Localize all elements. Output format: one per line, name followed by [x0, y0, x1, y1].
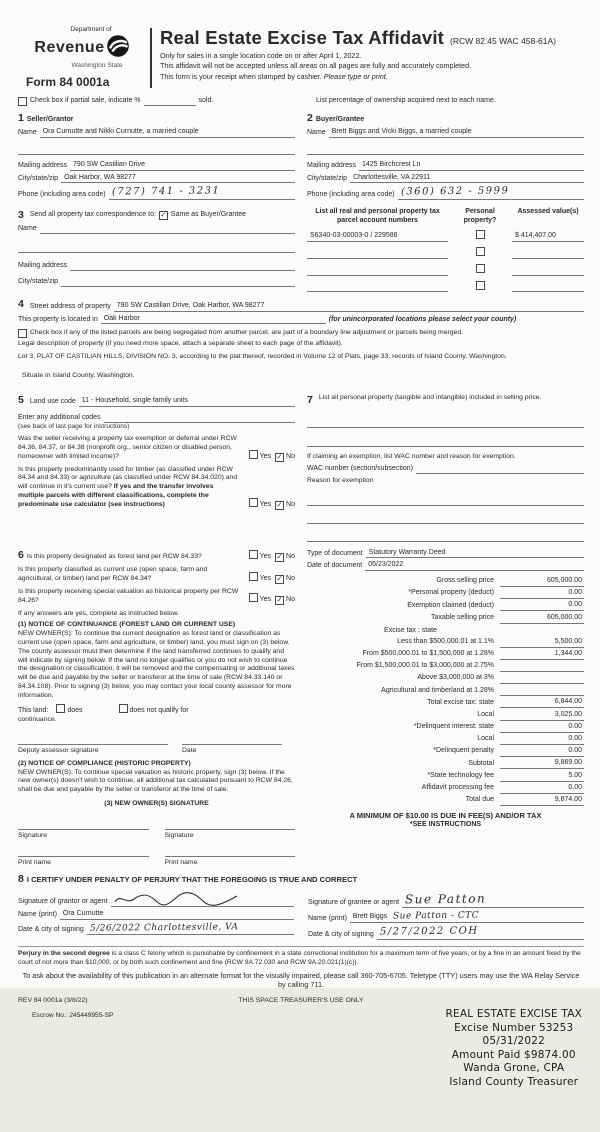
stamp-line: Wanda Grone, CPA	[463, 1062, 565, 1075]
rev-number: REV 84 0001a (3/8/22)	[18, 997, 88, 1005]
owner-signature2-field[interactable]	[165, 821, 296, 830]
tax-value-field[interactable]: 3,025.00	[500, 711, 584, 721]
additional-codes-field[interactable]	[104, 414, 296, 423]
grantor-datecity-field[interactable]: 5/26/2022 Charlottesville, VA	[87, 923, 294, 935]
perjury-paragraph: Perjury in the second degree is a class C felony which is punishable by confinement in a state correctional institution for a maximum term of five years, or by a fine in an amount fixed by the court of not more than $10,000, or by both such confinement and fine (RCW 9A.72.030 and RCW 9A.20.021(1)(c)).	[18, 946, 584, 967]
tax-value-field[interactable]: 9,874.00	[500, 796, 584, 806]
stamp-line: Island County Treasurer	[449, 1076, 579, 1089]
tax-row: *Personal property (deduct) 0.00	[307, 589, 584, 599]
buyer-phone-field[interactable]: (360) 632 - 5999	[398, 186, 584, 200]
seller-name2-field[interactable]	[18, 146, 295, 155]
treasurer-stamp	[446, 1008, 582, 1090]
parcel-row	[307, 264, 584, 276]
stamp-line: Excise Number 53253	[454, 1021, 574, 1034]
excise-tax-state-header: Excise tax : state	[384, 626, 437, 634]
dor-swirl-icon	[106, 34, 130, 62]
personal-property-intro: List all personal property (tangible and intangible) included in selling price.	[318, 393, 542, 401]
correspondence-label: Send all property tax correspondence to:	[29, 211, 156, 219]
timber-no-checkbox[interactable]: ✓	[276, 499, 283, 509]
parcel-header-numbers: List all real and personal property tax parcel account numbers	[315, 207, 440, 224]
current-use-yes-checkbox[interactable]	[249, 572, 258, 581]
exemption-question: Was the seller receiving a property tax exemption or deferral under RCW 84.36, 84.37, or 84.38 (nonprofit org., senior citizen or disabled person, homeowner with limited income)? Yes ✓ No	[18, 435, 295, 461]
forest-no-checkbox[interactable]: ✓	[276, 552, 283, 562]
tax-row: From $1,500,000.01 to $3,000,000 at 2.75%	[307, 662, 584, 672]
tax-row: Total excise tax: state 6,844.00	[307, 698, 584, 708]
notice-continuance-body: NEW OWNER(S): To continue the current designation as forest land or classification as current use (open space, farm and agriculture, or timber) land, you must sign on (3) below. The county assessor must then determine if the land transferred continues to qualify and will indicate by signing below. If the land no longer qualifies or you do not wish to continue the designation or classification, it will be removed and the compensating or additional taxes will be due and payable by the seller or transferor at the time of sale (RCW 84.33.140 or 84.34.108). Prior to signing (3) below, you may contact your local county assessor for more information.	[18, 630, 295, 699]
timber-question: Is this property predominantly used for timber (as classified under RCW 84.34 and 84.33) or agriculture (as classified under RCW 84.34.020) and will continue in it's current use? If yes and the transfer involves multiple parcels with different classifications, complete the predominate use calculator (see instructions) Yes ✓ No	[18, 465, 295, 509]
buyer-mailing-field[interactable]: 1425 Birchcrest Ln	[359, 161, 584, 171]
assessed-value-field[interactable]	[512, 249, 584, 259]
grantee-signature-block: Signature of grantee or agent Sue Patton Name (print) Brett Biggs Sue Patton - CTC Date & city of signing 5/27/2022 COH	[308, 889, 584, 940]
certification-section: 8 I CERTIFY UNDER PENALTY OF PERJURY THAT THE FOREGOING IS TRUE AND CORRECT Signature of grantor or agent Name (print) Ora Curnutte Date & city of signing 5/26/2022 Charlottesville, VA Signature of grantee or agent Sue Patton Name (print) Brett Biggs Sue Patton - CTC Date & city of signing 5/27/2022 COH	[18, 873, 584, 940]
dor-logo-block	[18, 26, 146, 90]
wac-number-label: WAC number (section/subsection)	[307, 464, 413, 472]
exemption-yes-checkbox[interactable]	[249, 450, 258, 459]
agency-name: Revenue	[34, 39, 105, 56]
tax-value-field[interactable]: 605,000.00	[500, 614, 584, 624]
owner-printname2-field[interactable]	[165, 848, 296, 857]
continuance-label: continuance.	[18, 715, 57, 723]
current-use-no-checkbox[interactable]: ✓	[276, 573, 283, 583]
does-not-qualify-checkbox[interactable]	[119, 704, 128, 713]
tax-row: Exemption claimed (deduct) 0.00	[307, 601, 584, 611]
notice-compliance-body: NEW OWNER(S): To continue special valuation as historic property, sign (3) below. If the new owner(s) doesn't wish to continue, all additional tax calculated pursuant to RCW 84.26, shall be due and payable by the seller or transferor at the time of sale.	[18, 768, 293, 794]
deputy-date-label: Date	[182, 747, 197, 755]
assessed-value-field[interactable]	[512, 283, 584, 293]
deputy-assessor-signature-field[interactable]	[18, 736, 168, 745]
form-header	[18, 26, 584, 90]
tax-row: Gross selling price 605,000.00	[307, 577, 584, 587]
seller-phone-field[interactable]: (727) 741 - 3231	[109, 186, 295, 200]
tax-value-field[interactable]: 5.00	[500, 772, 584, 782]
document-date-field[interactable]: 05/23/2022	[365, 561, 584, 571]
additional-codes-note: (see back of last page for instructions)	[18, 422, 130, 430]
notice-compliance-title: (2) NOTICE OF COMPLIANCE (HISTORIC PROPERTY)	[18, 759, 191, 767]
segregated-checkbox[interactable]	[18, 329, 27, 338]
seller-section-title: Seller/Grantor	[26, 116, 74, 123]
tax-correspondence-section: 3 Send all property tax correspondence to: ✓ Same as Buyer/Grantee Name Mailing address City/state/zip	[18, 206, 295, 293]
buyer-name-field[interactable]: Brett Biggs and Vicki Biggs, a married couple	[329, 128, 584, 138]
treasurer-use-label: THIS SPACE TREASURER'S USE ONLY	[238, 997, 364, 1005]
tax-value-field[interactable]: 0.00	[500, 589, 584, 599]
stamp-line: Amount Paid $9874.00	[451, 1048, 576, 1061]
tax-row: Above $3,000,000 at 3%	[307, 674, 584, 684]
street-address-label: Street address of property	[29, 302, 111, 310]
grantee-signature-field[interactable]: Sue Patton	[402, 892, 584, 908]
does-qualify-checkbox[interactable]	[56, 704, 65, 713]
personal-property-line2[interactable]	[307, 438, 584, 447]
tax-row: Less than $500,000.01 at 1.1% 5,500.00	[307, 638, 584, 648]
correspondence-name-field[interactable]	[40, 225, 295, 234]
escrow-number: Escrow No.: 245449955-SP	[32, 1011, 114, 1019]
reason-line2[interactable]	[307, 515, 584, 524]
reason-line3[interactable]	[307, 533, 584, 542]
deputy-assessor-label: Deputy assessor signature	[18, 747, 99, 755]
subtitle-line-2: This affidavit will not be accepted unless all areas on all pages are fully and accurately completed.	[160, 61, 472, 71]
tax-value-field[interactable]	[500, 674, 584, 684]
tax-value-field[interactable]: 1,344.00	[500, 650, 584, 660]
tax-value-field[interactable]: 0.00	[500, 735, 584, 745]
partial-sale-percent-field[interactable]	[144, 97, 196, 106]
tax-value-field[interactable]: 605,000.00	[500, 577, 584, 587]
reason-exemption-label: Reason for exemption	[307, 476, 374, 484]
buyer-section: 2 Buyer/Grantee Name Brett Biggs and Vicki Biggs, a married couple Mailing address 1425 Birchcrest Ln City/state/zip Charlottesville, VA 22911 Phone (including area code) (360) 632 - 5999	[307, 112, 584, 200]
personal-property-section: 7 List all personal property (tangible and intangible) included in selling price. If claiming an exemption, list WAC number and reason for exemption. WAC number (section/subsection) Reason for exemption	[307, 391, 584, 542]
tax-computation-section	[307, 549, 584, 868]
correspondence-mailing-field[interactable]	[70, 262, 295, 271]
stamp-line: 05/31/2022	[482, 1035, 546, 1048]
parcel-row	[307, 247, 584, 259]
partial-sale-suffix: sold.	[198, 97, 214, 105]
tax-value-field[interactable]: 0.00	[500, 784, 584, 794]
same-as-buyer-checkbox[interactable]: ✓	[160, 209, 167, 219]
land-use-label: Land use code	[29, 398, 76, 406]
minimum-due-note: A MINIMUM OF $10.00 IS DUE IN FEE(S) AND/OR TAX	[349, 810, 542, 820]
segregated-label: Check box if any of the listed parcels are being segregated from another parcel, are part of a boundary line adjustment or parcels being merged.	[30, 329, 463, 337]
buyer-city-field[interactable]: Charlottesville, VA 22911	[350, 174, 584, 184]
tax-value-field[interactable]: 6,844.00	[500, 698, 584, 708]
owner-signature1-field[interactable]	[18, 821, 149, 830]
parcel-row	[307, 281, 584, 293]
partial-sale-label: Check box if partial sale, indicate %	[30, 97, 141, 105]
property-section: 4 Street address of property 790 SW Castilian Drive, Oak Harbor, WA 98277 This property is located in Oak Harbor (for unincorporated locations please select your county) Check box if any of the listed parcels are being segregated from another parcel, are part of a boundary line adjustment or parcels being merged. Legal description of property (if you need more space, attach a separate sheet to each page of the affidavit). Lot 3, PLAT OF CASTILIAN HILLS, DIVISION NO. 3, according to the plat thereof, recorded in Volume 12 of Plats, page 33, records of Island County, Washington. Situate in Island County, Washington.	[18, 298, 584, 380]
timber-yes-checkbox[interactable]	[249, 498, 258, 507]
subtitle-line-3: This form is your receipt when stamped by cashier. Please type or print.	[160, 71, 388, 81]
document-date-label: Date of document	[307, 562, 363, 570]
seller-city-field[interactable]: Oak Harbor, WA 98277	[61, 174, 295, 184]
situate-text: Situate in Island County, Washington.	[22, 371, 135, 379]
additional-codes-label: Enter any additional codes	[18, 414, 101, 422]
reason-line1[interactable]	[307, 497, 584, 506]
buyer-name2-field[interactable]	[307, 146, 584, 155]
correspondence-name2-field[interactable]	[18, 244, 295, 253]
forest-land-section: 6 Is this property designated as forest land per RCW 84.33? Yes ✓ No Is this property classified as current use (open space, farm and agricultural, or timber) land per RCW 84.34? Yes ✓ No Is this property receiving special valuation as historical property per RCW 84.26? Yes ✓ No If any answers are yes, complete as instructed below. (1) NOTICE OF CONTINUANCE (FOREST LAND OR CURRENT USE) NEW OWNER(S): To continue the current designation as forest land or classification as current use (open space, farm and agriculture, or timber) land, you must sign on (3) below. The county assessor must then determine if the land transferred continues to qualify and will indicate by signing below. If the land no longer qualifies or you do not wish to continue the designation or classification, it will be removed and the compensating or additional taxes will be due and payable by the seller or transferor at the time of sale (RCW 84.33.140 or 84.34.108). Prior to signing (3) below, you may contact your local county assessor for more information. This land: does does not qualify for continuance. Deputy assessor signature Date (2) NOTICE OF COMPLIANCE (HISTORIC PROPERTY) NEW OWNER(S): To continue special valuation as historic property, sign (3) below. If the new owner(s) doesn't wish to continue, all additional tax calculated pursuant to RCW 84.26, shall be due and payable by the seller or transferor at the time of sale. (3) NEW OWNER(S) SIGNATURE Signature Signature Print name Print name	[18, 548, 295, 867]
parcel-header-assessed: Assessed value(s)	[517, 207, 579, 215]
personal-property-checkbox[interactable]	[476, 281, 485, 290]
parcel-header-personal: Personal property?	[463, 207, 497, 224]
seller-section: 1 Seller/Grantor Name Ora Curnutte and Nikki Curnutte, a married couple Mailing address 790 SW Castilian Drive City/state/zip Oak Harbor, WA 98277 Phone (including area code) (727) 741 - 3231	[18, 112, 295, 200]
tax-value-field[interactable]	[500, 686, 584, 696]
deputy-date-field[interactable]	[182, 736, 282, 745]
grantor-signature	[111, 892, 241, 906]
tax-value-field[interactable]: 0.00	[500, 747, 584, 757]
header-divider	[150, 28, 152, 88]
located-note: (for unincorporated locations please select your county)	[328, 315, 517, 323]
tax-row: *State technology fee 5.00	[307, 772, 584, 782]
tax-row: Taxable selling price 605,000.00	[307, 614, 584, 624]
tax-row: From $500,000.01 to $1,500,000 at 1.28% 1,344.00	[307, 650, 584, 660]
parcel-number-field[interactable]	[307, 266, 448, 276]
grantor-printname-field[interactable]: Ora Curnutte	[60, 910, 294, 920]
legal-description-text: Lot 3, PLAT OF CASTILIAN HILLS, DIVISION NO. 3, according to the plat thereof, recorded in Volume 12 of Plats, page 33, records of Island County, Washington.	[18, 353, 507, 361]
tax-value-field[interactable]	[500, 662, 584, 672]
seller-mailing-field[interactable]: 790 SW Castilian Drive	[70, 161, 295, 171]
page-title: Real Estate Excise Tax Affidavit	[160, 27, 445, 48]
accessibility-paragraph: To ask about the availability of this publication in an alternate format for the visually impaired, please call 360-705-6705. Teletype (TTY) users may use the WA Relay Service by calling 711.	[22, 971, 580, 990]
exemption-note: If claiming an exemption, list WAC number and reason for exemption.	[307, 452, 516, 460]
this-land-label: This land:	[18, 706, 49, 714]
tax-row: Affidavit processing fee 0.00	[307, 784, 584, 794]
parcel-row	[307, 230, 584, 242]
land-use-section: 5 Land use code 11 - Household, single family units Enter any additional codes (see back of last page for instructions) Was the seller receiving a property tax exemption or deferral under RCW 84.36, 84.37, or 84.38 (nonprofit org., senior citizen or disabled person, homeowner with limited income)? Yes ✓ No Is this property predominantly used for timber (as classified under RCW 84.34 and 84.33) or agriculture (as classified under RCW 84.34.020) and will continue in it's current use? If yes and the transfer involves multiple parcels with different classifications, complete the predominate use calculator (see instructions) Yes ✓ No	[18, 393, 295, 509]
tax-value-field[interactable]: 0.00	[500, 601, 584, 611]
tax-row: Agricultural and timberland at 1.28%	[307, 686, 584, 696]
owner-printname1-field[interactable]	[18, 848, 149, 857]
tax-row: Total due 9,874.00	[307, 796, 584, 806]
parcel-number-field[interactable]: S6340-03-00003-0 / 229586	[307, 232, 448, 242]
seller-name-field[interactable]: Ora Curnutte and Nikki Curnutte, a married couple	[40, 128, 295, 138]
stamp-line: REAL ESTATE EXCISE TAX	[445, 1007, 582, 1020]
grantee-datecity-field[interactable]: 5/27/2022 COH	[377, 926, 584, 940]
ownership-note: List percentage of ownership acquired next to each name.	[316, 97, 496, 105]
historic-yes-checkbox[interactable]	[249, 593, 258, 602]
personal-property-checkbox[interactable]	[476, 230, 485, 239]
partial-sale-checkbox[interactable]	[18, 97, 27, 106]
document-type-label: Type of document	[307, 549, 363, 557]
historic-no-checkbox[interactable]: ✓	[276, 595, 283, 605]
title-rcw-ref: (RCW 82.45 WAC 458-61A)	[449, 36, 556, 46]
personal-property-checkbox[interactable]	[476, 264, 485, 273]
tax-row: *Delinquent interest: state 0.00	[307, 723, 584, 733]
tax-row: Local 3,025.00	[307, 711, 584, 721]
certify-statement: I CERTIFY UNDER PENALTY OF PERJURY THAT THE FOREGOING IS TRUE AND CORRECT	[26, 874, 358, 884]
new-owners-signature-title: (3) NEW OWNER(S) SIGNATURE	[104, 800, 209, 808]
agency-top-label: Department of	[70, 26, 112, 33]
parcel-table	[307, 206, 584, 293]
parcel-number-field[interactable]	[307, 249, 448, 259]
tax-row: Local 0.00	[307, 735, 584, 745]
correspondence-city-field[interactable]	[61, 278, 295, 287]
form-number: Form 84 0001a	[26, 75, 110, 89]
same-as-buyer-label: Same as Buyer/Grantee	[170, 211, 247, 219]
tax-value-field[interactable]: 0.00	[500, 723, 584, 733]
partial-sale-row	[18, 97, 584, 106]
grantor-signature-field[interactable]	[111, 892, 294, 907]
document-type-field[interactable]: Statutory Warranty Deed	[366, 549, 584, 559]
if-yes-note: If any answers are yes, complete as instructed below.	[18, 610, 179, 618]
tax-row: *Delinquent penalty 0.00	[307, 747, 584, 757]
wac-number-field[interactable]	[416, 465, 584, 474]
exemption-no-checkbox[interactable]: ✓	[276, 451, 283, 461]
assessed-value-field[interactable]	[512, 266, 584, 276]
grantor-signature-block: Signature of grantor or agent Name (print) Ora Curnutte Date & city of signing 5/26/2022 Charlottesville, VA	[18, 889, 294, 940]
agency-sub-label: Washington State	[71, 61, 123, 69]
located-in-field[interactable]: Oak Harbor	[101, 315, 326, 325]
personal-property-line1[interactable]	[307, 419, 584, 428]
buyer-section-title: Buyer/Grantee	[315, 116, 365, 123]
parcel-number-field[interactable]	[307, 283, 448, 293]
legal-description-label: Legal description of property (if you need more space, attach a separate sheet to each page of the affidavit).	[18, 340, 343, 348]
see-instructions-note: *SEE INSTRUCTIONS	[409, 821, 482, 829]
assessed-value-field[interactable]: $ 414,407.00	[512, 232, 584, 242]
land-use-field[interactable]: 11 - Household, single family units	[79, 397, 295, 407]
street-address-field[interactable]: 790 SW Castilian Drive, Oak Harbor, WA 98277	[114, 302, 584, 312]
tax-value-field[interactable]: 9,869.00	[500, 759, 584, 769]
notice-continuance-title: (1) NOTICE OF CONTINUANCE (FOREST LAND OR CURRENT USE)	[18, 621, 236, 629]
forest-yes-checkbox[interactable]	[249, 550, 258, 559]
tax-row: Subtotal 9,869.00	[307, 759, 584, 769]
located-in-label: This property is located in	[18, 315, 98, 323]
tax-value-field[interactable]: 5,500.00	[500, 638, 584, 648]
grantee-printname-field[interactable]: Brett Biggs Sue Patton - CTC	[350, 911, 584, 923]
subtitle-line-1: Only for sales in a single location code on or after April 1, 2022.	[160, 50, 362, 60]
personal-property-checkbox[interactable]	[476, 247, 485, 256]
